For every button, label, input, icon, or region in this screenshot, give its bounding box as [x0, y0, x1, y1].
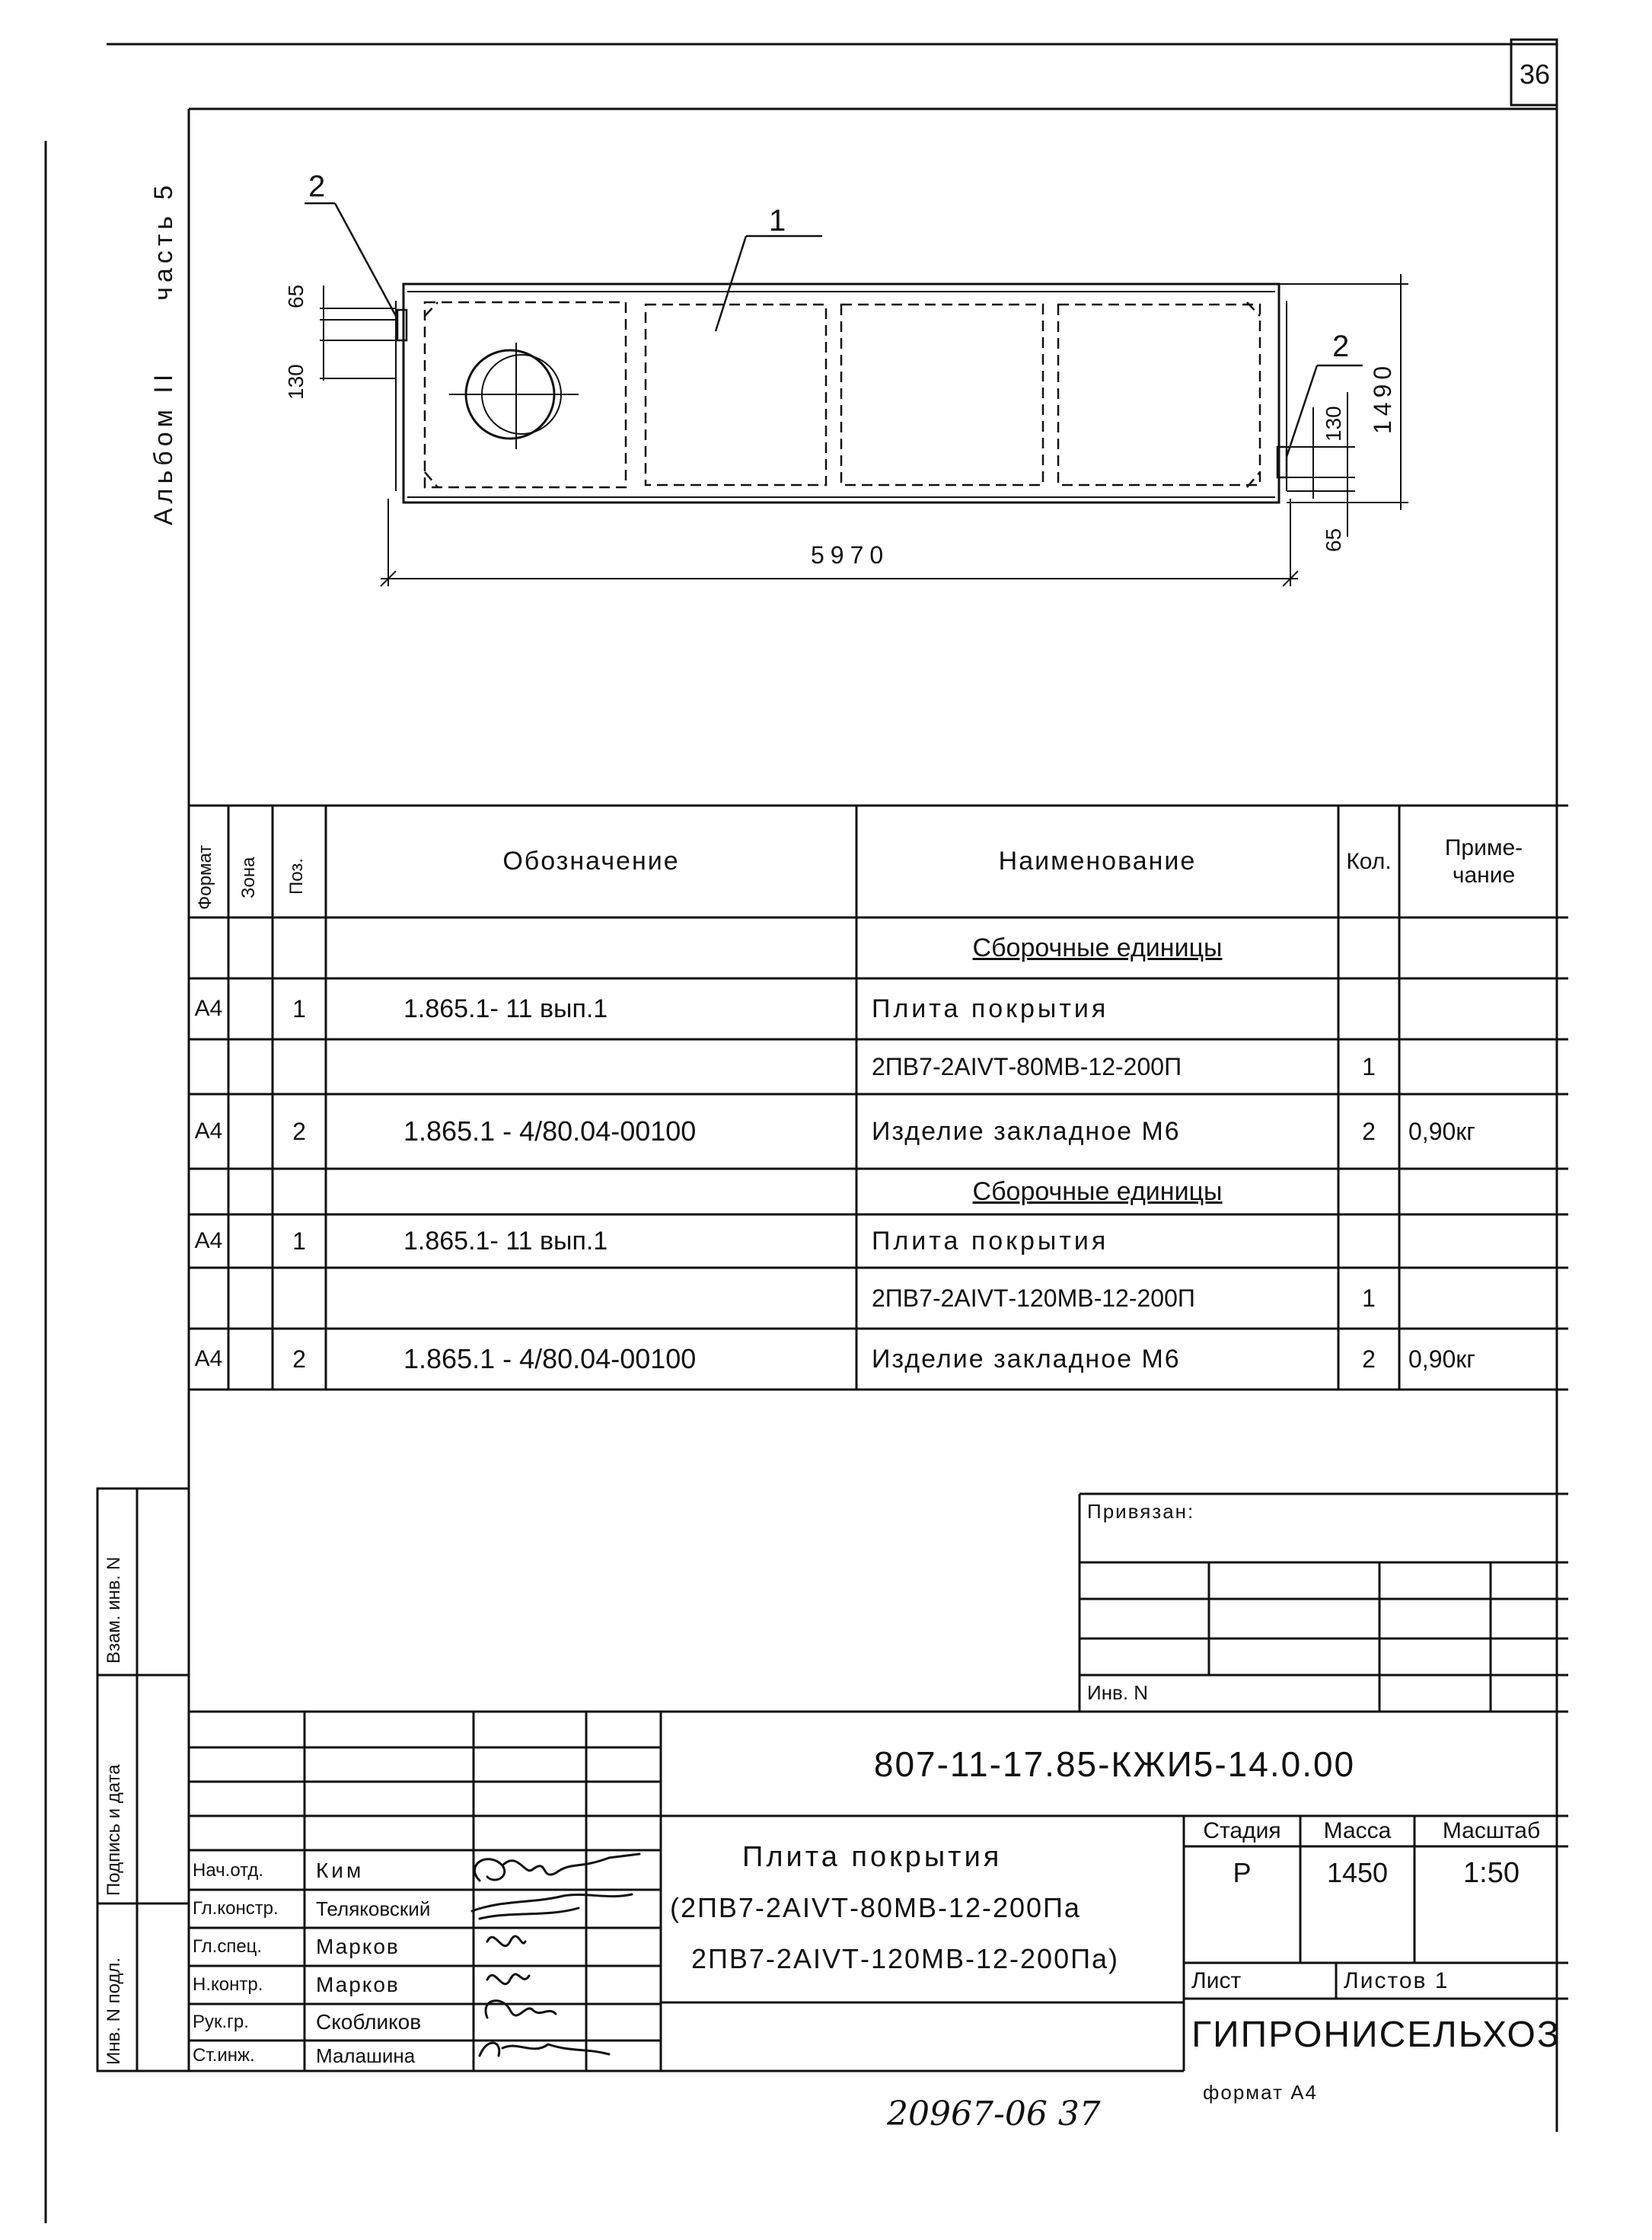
scale-value: 1:50 [1463, 1856, 1520, 1889]
signatures [457, 1835, 655, 2071]
page-number: 36 [1520, 59, 1551, 90]
position-2-left: 2 [308, 170, 326, 203]
staff-role: Н.контр. [193, 1974, 263, 1995]
staff-name: Ким [316, 1859, 365, 1882]
sheet-format: формат А4 [1203, 2081, 1319, 2104]
row-pos: 2 [292, 1117, 306, 1145]
privyazan-label: Привязан: [1087, 1500, 1195, 1523]
title-line-1: Плита покрытия [742, 1841, 1003, 1873]
row-name: Плита покрытия [872, 994, 1109, 1023]
section-label: Сборочные единицы [972, 933, 1223, 962]
header-note: Приме- чание [1444, 834, 1523, 888]
document-code: 807-11-17.85-КЖИ5-14.0.00 [873, 1744, 1356, 1784]
dim-5970: 5970 [811, 541, 890, 569]
slab-drawing [274, 170, 1462, 605]
margin-inv-podl: Инв. N подл. [104, 1957, 124, 2065]
inv-number-label: Инв. N [1087, 1681, 1149, 1704]
row-pos: 1 [292, 1227, 306, 1255]
row-designation: 1.865.1- 11 вып.1 [403, 994, 608, 1023]
row-designation: 1.865.1 - 4/80.04-00100 [403, 1115, 697, 1147]
staff-role: Гл.спец. [193, 1936, 263, 1957]
row-format: А4 [194, 996, 223, 1021]
dim-65-top: 65 [284, 284, 308, 308]
scale-label: Масштаб [1442, 1818, 1541, 1843]
staff-role: Рук.гр. [193, 2012, 249, 2032]
staff-role: Нач.отд. [193, 1860, 264, 1881]
title-line-2: (2ПВ7-2АIVТ-80МВ-12-200Па [670, 1892, 1081, 1923]
row-pos: 1 [292, 994, 306, 1023]
row-note: 0,90кг [1408, 1345, 1475, 1373]
row-name: Изделие закладное М6 [872, 1116, 1181, 1146]
album-label [151, 181, 177, 526]
row-name: Изделие закладное М6 [872, 1344, 1181, 1374]
dim-130-right: 130 [1322, 406, 1345, 442]
position-2-right: 2 [1332, 330, 1350, 363]
header-qty: Кол. [1346, 848, 1392, 874]
header-name: Наименование [998, 847, 1197, 876]
mass-value: 1450 [1326, 1857, 1389, 1888]
row-format: А4 [194, 1228, 223, 1253]
staff-name: Марков [316, 1973, 400, 1996]
archive-number: 20967-06 37 [887, 2095, 1101, 2133]
row-name: 2ПВ7-2АIVТ-80МВ-12-200П [872, 1052, 1182, 1080]
staff-name: Скобликов [316, 2010, 422, 2034]
organization-name: ГИПРОНИСЕЛЬХОЗ [1191, 2015, 1561, 2055]
row-format: А4 [194, 1118, 223, 1144]
row-qty: 2 [1362, 1345, 1376, 1373]
staff-name: Теляковский [316, 1897, 431, 1920]
dim-1490: 1490 [1369, 361, 1396, 434]
row-qty: 2 [1362, 1117, 1376, 1145]
section-label: Сборочные единицы [972, 1176, 1223, 1206]
stage-label: Стадия [1203, 1818, 1281, 1843]
position-1: 1 [769, 204, 786, 238]
header-zone: Зона [238, 857, 259, 898]
row-note: 0,90кг [1408, 1117, 1475, 1145]
mass-label: Масса [1323, 1818, 1392, 1843]
header-pos: Поз. [286, 858, 307, 895]
row-qty: 1 [1362, 1052, 1376, 1080]
row-format: А4 [194, 1346, 223, 1371]
album-part: часть 5 [149, 180, 178, 301]
row-name: 2ПВ7-2АIVТ-120МВ-12-200П [872, 1284, 1195, 1312]
sheets-count-label: Листов 1 [1344, 1967, 1449, 1993]
stage-value: Р [1233, 1857, 1252, 1888]
row-designation: 1.865.1- 11 вып.1 [403, 1226, 608, 1256]
dim-65-bottom: 65 [1322, 528, 1345, 552]
album-name: Альбом II [149, 369, 178, 525]
margin-podpis: Подпись и дата [104, 1764, 124, 1896]
row-pos: 2 [292, 1345, 306, 1373]
margin-vzam: Взам. инв. N [104, 1556, 124, 1664]
title-line-3: 2ПВ7-2АIVТ-120МВ-12-200Па) [691, 1943, 1119, 1974]
staff-name: Малашина [316, 2044, 416, 2067]
staff-role: Гл.констр. [193, 1898, 279, 1919]
staff-role: Ст.инж. [193, 2045, 255, 2066]
header-format: Формат [195, 844, 215, 910]
row-designation: 1.865.1 - 4/80.04-00100 [403, 1343, 697, 1374]
header-designation: Обозначение [502, 847, 680, 876]
row-name: Плита покрытия [872, 1226, 1109, 1256]
sheet-label: Лист [1191, 1967, 1242, 1993]
staff-name: Марков [316, 1935, 400, 1958]
row-qty: 1 [1362, 1284, 1376, 1312]
dim-130-left: 130 [284, 364, 308, 400]
